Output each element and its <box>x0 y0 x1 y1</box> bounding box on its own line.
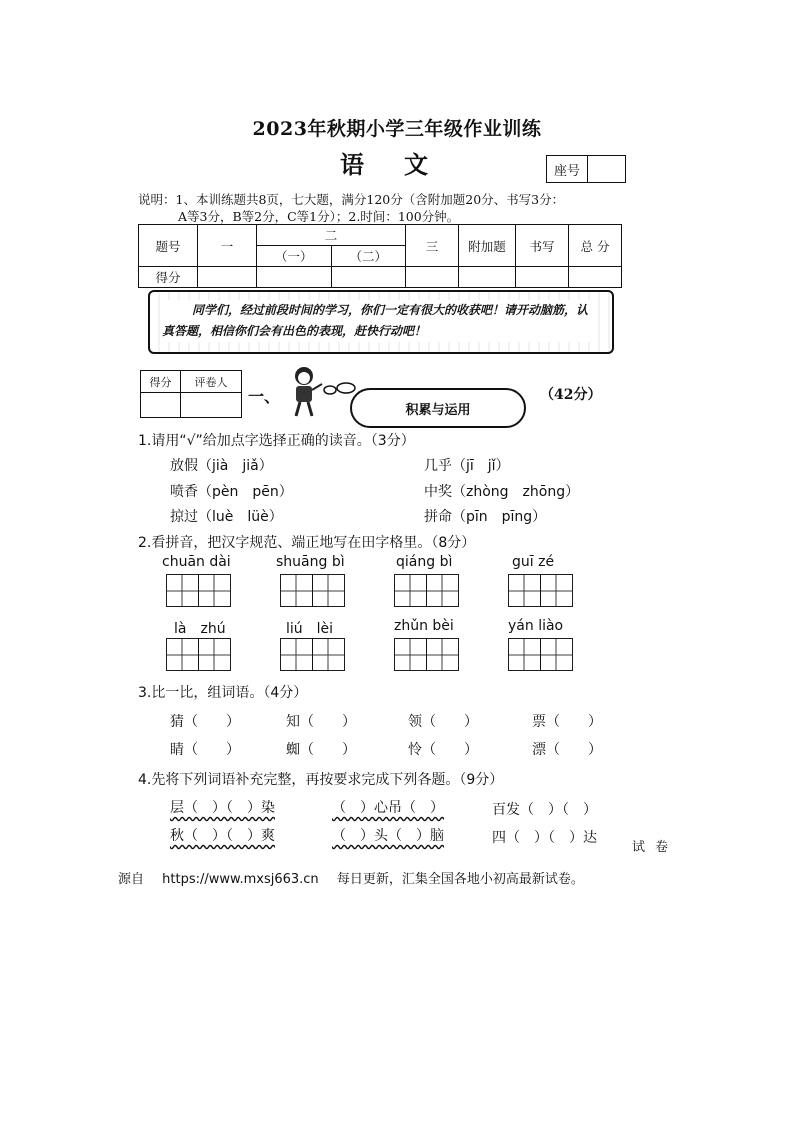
question-1-prompt: 1.请用“√”给加点字选择正确的读音。（3分） <box>138 433 415 449</box>
q4-item[interactable]: 四（ ）（ ）达 <box>492 830 597 846</box>
side-label: 试卷 <box>632 840 679 855</box>
score-cell[interactable] <box>459 267 516 288</box>
section-number: 一、 <box>248 387 281 406</box>
pinyin-label: zhǔn bèi <box>394 618 454 634</box>
q3-item[interactable]: 蜘（ ） <box>286 742 356 758</box>
q1-item[interactable]: 掠过（luè lüè） <box>170 509 283 525</box>
q3-item[interactable]: 知（ ） <box>286 714 356 730</box>
score-cell[interactable] <box>516 267 569 288</box>
instructions-line-1: 说明：1、本训练题共8页，七大题，满分120分（含附加题20分、书写3分： <box>138 192 565 207</box>
question-3-prompt: 3.比一比，组词语。（4分） <box>138 685 308 701</box>
col-2: 二 <box>257 225 406 246</box>
score-table <box>138 224 622 288</box>
score-cell[interactable] <box>331 267 406 288</box>
instructions-line-2: A等3分，B等2分，C等1分）；2.时间：100分钟。 <box>178 209 460 224</box>
row-label: 题号 <box>139 225 198 267</box>
q1-item[interactable]: 拼命（pīn pīng） <box>424 509 547 525</box>
section-title-cloud: 积累与运用 <box>350 388 526 428</box>
col-extra: 附加题 <box>459 225 516 267</box>
q3-item[interactable]: 猜（ ） <box>170 714 240 730</box>
q1-item[interactable]: 中奖（zhòng zhōng） <box>424 484 580 500</box>
col-total: 总 分 <box>569 225 622 267</box>
q3-item[interactable]: 睛（ ） <box>170 742 240 758</box>
footer-url-link[interactable]: https://www.mxsj663.cn <box>162 872 319 887</box>
seat-number-field[interactable] <box>588 156 625 182</box>
score-label: 得分 <box>139 267 198 288</box>
pinyin-label: là zhú <box>174 621 226 637</box>
grader-score-field[interactable] <box>141 393 181 417</box>
q4-item[interactable]: （ ）头（ ）脑 <box>332 828 444 844</box>
subject-title: 语文 <box>340 150 468 179</box>
writing-grid[interactable] <box>280 574 343 607</box>
q4-item[interactable]: （ ）心吊（ ） <box>332 800 444 816</box>
score-cell[interactable] <box>406 267 459 288</box>
score-cell[interactable] <box>198 267 257 288</box>
col-3: 三 <box>406 225 459 267</box>
footer-source: 源自 <box>118 872 145 887</box>
q1-item[interactable]: 几乎（jī jǐ） <box>424 458 510 474</box>
sub-col-2: （二） <box>331 246 406 267</box>
writing-grid[interactable] <box>508 638 571 671</box>
writing-grid[interactable] <box>166 574 229 607</box>
writing-grid[interactable] <box>394 574 457 607</box>
section-points: （42分） <box>540 387 602 403</box>
pinyin-label: yán liào <box>508 618 564 634</box>
q3-item[interactable]: 漂（ ） <box>532 742 602 758</box>
q3-item[interactable]: 领（ ） <box>408 714 478 730</box>
score-cell[interactable] <box>569 267 622 288</box>
writing-grid[interactable] <box>508 574 571 607</box>
student-figure-icon <box>284 364 324 418</box>
grader-box <box>140 370 242 418</box>
pinyin-label: shuāng bì <box>276 554 345 570</box>
q4-item[interactable]: 百发（ ）（ ） <box>492 802 597 818</box>
seat-label: 座号 <box>547 156 588 182</box>
writing-grid[interactable] <box>166 638 229 671</box>
question-4-prompt: 4.先将下列词语补充完整，再按要求完成下列各题。（9分） <box>138 772 504 788</box>
question-2-prompt: 2.看拼音，把汉字规范、端正地写在田字格里。（8分） <box>138 535 476 551</box>
writing-grid[interactable] <box>394 638 457 671</box>
col-writing: 书写 <box>516 225 569 267</box>
seat-number-box <box>546 155 626 183</box>
writing-grid[interactable] <box>280 638 343 671</box>
q4-item[interactable]: 层（ ）（ ）染 <box>170 800 275 816</box>
score-cell[interactable] <box>257 267 332 288</box>
footer <box>118 868 584 887</box>
encouragement-text: 同学们，经过前段时间的学习，你们一定有很大的收获吧！请开动脑筋，认真答题，相信你们会有出色的表现，赶快行动吧！ <box>162 300 596 342</box>
q1-item[interactable]: 放假（jià jiǎ） <box>170 458 273 474</box>
grader-name-field[interactable] <box>181 393 241 417</box>
pinyin-label: chuān dài <box>162 554 231 570</box>
grader-score-label: 得分 <box>141 371 181 393</box>
pinyin-label: qiáng bì <box>396 554 453 570</box>
pinyin-label: guī zé <box>512 554 555 570</box>
q3-item[interactable]: 怜（ ） <box>408 742 478 758</box>
q1-item[interactable]: 喷香（pèn pēn） <box>170 484 293 500</box>
pinyin-label: liú lèi <box>286 621 334 637</box>
col-1: 一 <box>198 225 257 267</box>
q4-item[interactable]: 秋（ ）（ ）爽 <box>170 828 275 844</box>
page-title: 2023年秋期小学三年级作业训练 <box>252 118 542 140</box>
q3-item[interactable]: 票（ ） <box>532 714 602 730</box>
sub-col-1: （一） <box>257 246 332 267</box>
footer-description: 每日更新，汇集全国各地小初高最新试卷。 <box>336 872 584 887</box>
grader-name-label: 评卷人 <box>181 371 241 393</box>
